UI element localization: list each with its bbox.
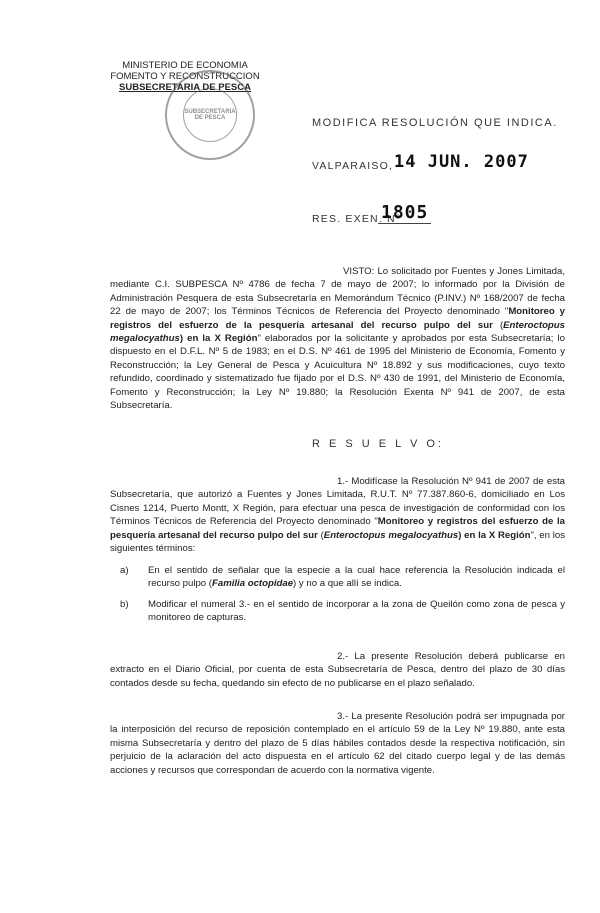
resolution-point-3: 3.- La presente Resolución podrá ser impugnada por la interposición del recurso de reposición contemplado en el artículo 59 de la Ley Nº 19.880, ante esta misma Subsecretaría y dentro del plazo de 5 días hábiles contados desde la respectiva notificación, sin perjuicio de la aclaración del acto dispuesta en el artículo 62 del citado cuerpo legal y de las demás acciones y recursos que correspondan de acuerdo con la normativa vigente. bbox=[110, 711, 565, 776]
project-title: Monitoreo y registros del esfuerzo de la pesquería artesanal del recurso pulpo del sur bbox=[110, 516, 565, 541]
species-name: Enteroctopus megalocyathus bbox=[110, 319, 565, 345]
resolution-point-1: 1.- Modifícase la Resolución Nº 941 de 2007 de esta Subsecretaría, que autorizó a Fuentes y Jones Limitada, R.U.T. Nº 77.387.860-6, domiciliado en Los Cisnes 1214, Puerto Montt, X Región, para efectuar una pesca de investigación de conformidad con los Términos Técnicos de Referencia del Proyecto denominado "Monitoreo y registros del esfuerzo de la pesquería artesanal del recurso pulpo del sur (Enteroctopus megalocyathus) en la X Región", en los siguientes términos: bbox=[110, 476, 565, 555]
item-b-label: b) bbox=[120, 599, 129, 610]
item-a: a) En el sentido de señalar que la especie a la cual hace referencia la Resolución indicada el recurso pulpo (Familia octopidae) y no a que allí se indica. bbox=[120, 565, 565, 590]
resolution-number: 1805 bbox=[378, 202, 431, 224]
visto-paragraph: VISTO: Lo solicitado por Fuentes y Jones Limitada, mediante C.I. SUBPESCA Nº 4786 de fecha 7 de mayo de 2007; lo informado por la División de Administración Pesquera de esta Subsecretaría en Memorándum Técnico (P.INV.) Nº 168/2007 de fecha 22 de mayo de 2007; los Términos Técnicos de Referencia del Proyecto denominado "Monitoreo y registros del esfuerzo de la pesquería artesanal del recurso pulpo del sur (Enteroctopus megalocyathus) en la X Región" elaborados por la solicitante y aprobados por esta Subsecretaría; lo dispuesto en el D.F.L. Nº 5 de 1983; en el D.S. Nº 461 de 1995 del Ministerio de Economía, Fomento y Reconstrucción; la Ley General de Pesca y Acuicultura Nº 18.892 y sus modificaciones, cuyo texto refundido, coordinado y sistematizado fue fijado por el D.S. Nº 430 de 1991, del Ministerio de Economía, Fomento y Reconstrucción; la Ley Nº 19.880; la Resolución Exenta Nº 941 de 2007, de esta Subsecretaría. bbox=[110, 266, 565, 412]
stamp-text: SUBSECRETARIA DE PESCA bbox=[183, 88, 237, 142]
ministry-line-2: FOMENTO Y RECONSTRUCCION bbox=[110, 71, 260, 82]
ministry-line-1: MINISTERIO DE ECONOMIA bbox=[122, 60, 248, 71]
official-stamp-icon bbox=[165, 70, 255, 160]
document-subject: MODIFICA RESOLUCIÓN QUE INDICA. bbox=[312, 117, 558, 129]
place-label: VALPARAISO, bbox=[312, 160, 394, 172]
item-b: b) Modificar el numeral 3.- en el sentido de incorporar a la zona de Queilón como zona de pesca y monitoreo de capturas. bbox=[120, 599, 565, 624]
resolution-label: RES. EXEN. Nº bbox=[312, 213, 401, 225]
resuelvo-heading: R E S U E L V O: bbox=[312, 438, 444, 450]
species-name: Enteroctopus megalocyathus bbox=[323, 529, 459, 541]
item-a-label: a) bbox=[120, 565, 129, 576]
visto-label: VISTO: bbox=[343, 266, 375, 277]
family-name: Familia octopidae bbox=[212, 578, 294, 590]
resolution-point-2: 2.- La presente Resolución deberá publicarse en extracto en el Diario Oficial, por cuenta de esta Subsecretaría de Pesca, dentro del plazo de 30 días contados desde su fecha, quedando sin efecto de no publicarse en el plazo señalado. bbox=[110, 651, 565, 689]
document-date: 14 JUN. 2007 bbox=[394, 152, 529, 172]
subsecretaria-line: SUBSECRETARIA DE PESCA bbox=[119, 82, 251, 93]
project-title: Monitoreo y registros del esfuerzo de la pesquería artesanal del recurso pulpo del sur bbox=[110, 306, 565, 331]
